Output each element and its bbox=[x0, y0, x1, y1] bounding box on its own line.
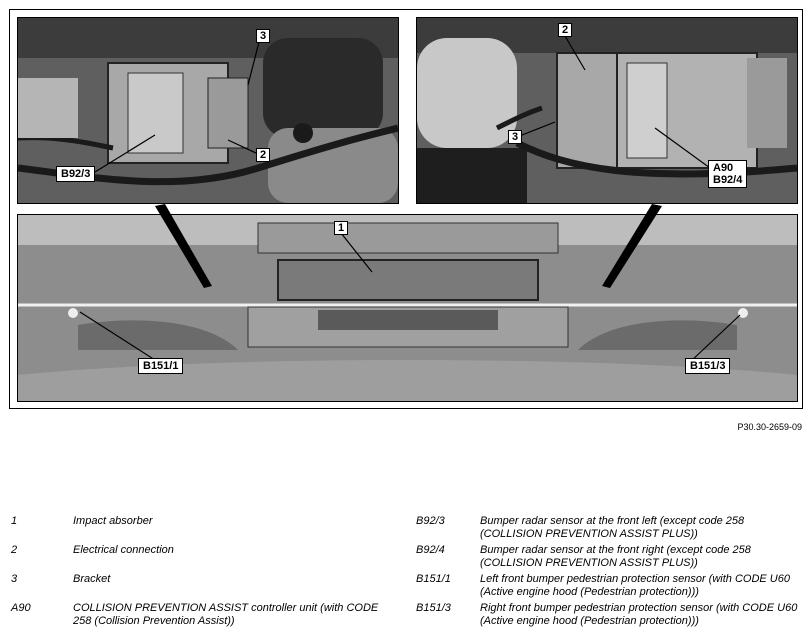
legend-code: B92/3 bbox=[416, 515, 445, 527]
callout-bracket-left: 3 bbox=[256, 29, 270, 43]
callout-connection-right: 2 bbox=[558, 23, 572, 37]
figure-id: P30.30-2659-09 bbox=[737, 422, 802, 432]
callout-unit-a90-b92-4 bbox=[708, 160, 747, 188]
legend-desc: COLLISION PREVENTION ASSIST controller unit (with CODE 258 (Collision Prevention Assist)) bbox=[73, 602, 379, 627]
callout-sensor-b92-3: B92/3 bbox=[56, 166, 95, 182]
legend-desc: Electrical connection bbox=[73, 544, 174, 556]
legend-code: A90 bbox=[11, 602, 31, 614]
legend-desc: Impact absorber bbox=[73, 515, 153, 527]
callout-sensor-b151-3: B151/3 bbox=[685, 358, 730, 374]
photo-bumper-image bbox=[18, 215, 797, 401]
legend-desc: Bumper radar sensor at the front left (except code 258 (COLLISION PREVENTION ASSIST PLUS)) bbox=[480, 515, 745, 540]
photo-bumper bbox=[17, 214, 798, 402]
legend-desc: Bumper radar sensor at the front right (except code 258 (COLLISION PREVENTION ASSIST PLUS)) bbox=[480, 544, 751, 569]
callout-b92-4: B92/4 bbox=[713, 174, 743, 186]
legend-code: B92/4 bbox=[416, 544, 445, 556]
callout-connection-left: 2 bbox=[256, 148, 270, 162]
callout-a90: A90 bbox=[713, 162, 734, 174]
callout-bracket-right: 3 bbox=[508, 130, 522, 144]
legend-desc: Left front bumper pedestrian protection sensor (with CODE U60 (Active engine hood (Pedestrian protection))) bbox=[480, 573, 790, 598]
legend-code: 3 bbox=[11, 573, 18, 585]
legend-code: 2 bbox=[11, 544, 18, 556]
callout-impact-absorber: 1 bbox=[334, 221, 348, 235]
legend-desc: Right front bumper pedestrian protection sensor (with CODE U60 (Active engine hood (Pedestrian protection))) bbox=[480, 602, 798, 627]
legend-code: B151/3 bbox=[416, 602, 451, 614]
legend-code: 1 bbox=[11, 515, 18, 527]
legend-desc: Bracket bbox=[73, 573, 111, 585]
callout-sensor-b151-1: B151/1 bbox=[138, 358, 183, 374]
legend-code: B151/1 bbox=[416, 573, 451, 585]
